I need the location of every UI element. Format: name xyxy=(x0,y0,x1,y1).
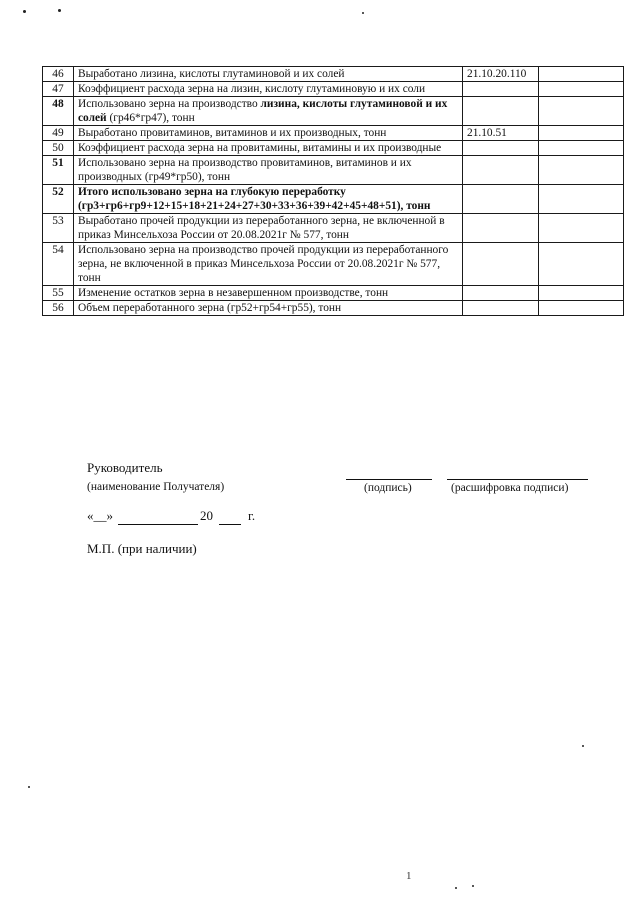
table-row xyxy=(43,301,624,316)
row-number: 50 xyxy=(43,141,74,156)
row-description: Итого использовано зерна на глубокую переработку (гр3+гр6+гр9+12+15+18+21+24+27+30+33+36+39+42+45+48+51), тонн xyxy=(74,185,463,214)
row-number: 51 xyxy=(43,156,74,185)
signature-line xyxy=(346,479,432,480)
row-number: 52 xyxy=(43,185,74,214)
stamp-label: М.П. (при наличии) xyxy=(87,541,197,556)
scan-speck xyxy=(582,745,584,747)
scan-speck xyxy=(472,885,474,887)
scan-speck xyxy=(28,786,30,788)
okpd-code: 21.10.51 xyxy=(463,126,539,141)
row-description-part: Использовано зерна на производство xyxy=(78,98,261,110)
table-row xyxy=(43,126,624,141)
okpd-code xyxy=(463,97,539,126)
table-row xyxy=(43,214,624,243)
table-row xyxy=(43,243,624,286)
value-cell xyxy=(539,82,624,97)
page-number: 1 xyxy=(406,870,412,882)
row-number: 49 xyxy=(43,126,74,141)
grain-processing-table xyxy=(42,66,624,316)
value-cell xyxy=(539,286,624,301)
row-description: Изменение остатков зерна в незавершенном производстве, тонн xyxy=(74,286,463,301)
row-number: 56 xyxy=(43,301,74,316)
scan-speck xyxy=(455,887,457,889)
okpd-code xyxy=(463,141,539,156)
okpd-code xyxy=(463,156,539,185)
row-description: Использовано зерна на производство провитаминов, витаминов и их производных (гр49*гр50), тонн xyxy=(74,156,463,185)
table-row xyxy=(43,67,624,82)
date-suffix: г. xyxy=(248,508,256,523)
value-cell xyxy=(539,243,624,286)
recipient-label: (наименование Получателя) xyxy=(87,481,225,493)
okpd-code xyxy=(463,301,539,316)
row-number: 48 xyxy=(43,97,74,126)
value-cell xyxy=(539,185,624,214)
value-cell xyxy=(539,126,624,141)
value-cell xyxy=(539,214,624,243)
row-description: Коэффициент расхода зерна на лизин, кислоту глутаминовую и их соли xyxy=(74,82,463,97)
row-description xyxy=(74,97,463,126)
okpd-code: 21.10.20.110 xyxy=(463,67,539,82)
value-cell xyxy=(539,141,624,156)
row-description: Выработано провитаминов, витаминов и их производных, тонн xyxy=(74,126,463,141)
table-row xyxy=(43,82,624,97)
okpd-code xyxy=(463,286,539,301)
row-description: Выработано лизина, кислоты глутаминовой и их солей xyxy=(74,67,463,82)
value-cell xyxy=(539,97,624,126)
value-cell xyxy=(539,301,624,316)
row-description-part: (гр46*гр47), тонн xyxy=(106,112,195,124)
value-cell xyxy=(539,156,624,185)
row-number: 54 xyxy=(43,243,74,286)
decode-line xyxy=(447,479,588,480)
okpd-code xyxy=(463,243,539,286)
date-day: «__» xyxy=(87,508,113,523)
date-year-prefix: 20 xyxy=(200,508,213,523)
row-description: Выработано прочей продукции из переработанного зерна, не включенной в приказ Минсельхоза России от 20.08.2021г № 577, тонн xyxy=(74,214,463,243)
row-description: Коэффициент расхода зерна на провитамины, витамины и их производные xyxy=(74,141,463,156)
row-number: 55 xyxy=(43,286,74,301)
signature-label: (подпись) xyxy=(364,482,412,494)
table-row xyxy=(43,286,624,301)
okpd-code xyxy=(463,185,539,214)
table-row xyxy=(43,185,624,214)
scan-speck xyxy=(58,9,61,12)
row-number: 46 xyxy=(43,67,74,82)
table-row xyxy=(43,141,624,156)
row-description-bold: лизина, кислоты глутаминовой и их солей xyxy=(78,98,448,124)
value-cell xyxy=(539,67,624,82)
decode-label: (расшифровка подписи) xyxy=(451,482,569,494)
table-row xyxy=(43,156,624,185)
okpd-code xyxy=(463,82,539,97)
row-description: Использовано зерна на производство прочей продукции из переработанного зерна, не включенной в приказ Минсельхоза России от 20.08.2021г № 577, тонн xyxy=(74,243,463,286)
scan-speck xyxy=(23,10,26,13)
row-number: 53 xyxy=(43,214,74,243)
head-title: Руководитель xyxy=(87,460,163,475)
table-row xyxy=(43,97,624,126)
row-number: 47 xyxy=(43,82,74,97)
row-description: Объем переработанного зерна (гр52+гр54+гр55), тонн xyxy=(74,301,463,316)
date-year-line xyxy=(219,524,241,525)
okpd-code xyxy=(463,214,539,243)
scan-speck xyxy=(362,12,364,14)
date-month-line xyxy=(118,524,198,525)
